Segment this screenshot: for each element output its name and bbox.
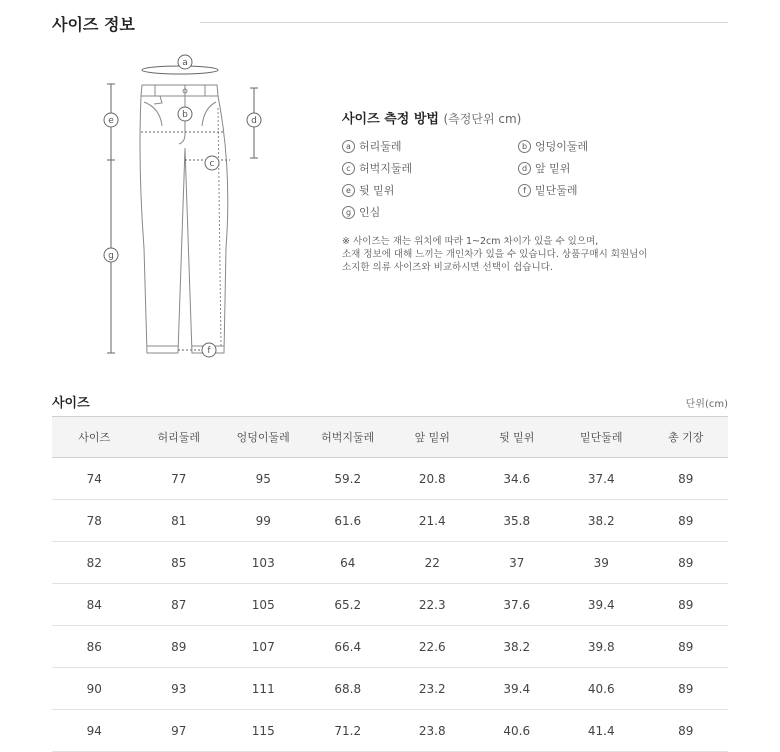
table-cell: 22.3 <box>390 584 475 626</box>
table-cell: 89 <box>137 626 222 668</box>
column-header: 뒷 밑위 <box>475 417 560 458</box>
table-cell: 35.8 <box>475 500 560 542</box>
measure-legend <box>342 138 682 220</box>
table-cell: 94 <box>52 710 137 752</box>
label-b: b <box>182 110 188 120</box>
column-header: 총 기장 <box>644 417 729 458</box>
table-cell: 89 <box>644 584 729 626</box>
table-cell: 22.6 <box>390 626 475 668</box>
measure-title <box>342 108 682 127</box>
table-row <box>52 458 728 500</box>
measure-label: 인심 <box>359 206 381 219</box>
table-cell: 115 <box>221 710 306 752</box>
measure-badge: c <box>342 162 355 175</box>
column-header: 허리둘레 <box>137 417 222 458</box>
table-cell: 89 <box>644 458 729 500</box>
measurement-guide <box>342 108 682 274</box>
column-header: 허벅지둘레 <box>306 417 391 458</box>
table-cell: 37.6 <box>475 584 560 626</box>
table-cell: 39.4 <box>559 584 644 626</box>
column-header: 엉덩이둘레 <box>221 417 306 458</box>
measure-item-g <box>342 204 518 220</box>
size-table-title: 사이즈 <box>52 396 90 411</box>
section-header <box>52 12 728 34</box>
table-cell: 87 <box>137 584 222 626</box>
table-cell: 65.2 <box>306 584 391 626</box>
table-cell: 107 <box>221 626 306 668</box>
label-c: c <box>209 159 215 169</box>
table-cell: 64 <box>306 542 391 584</box>
column-header: 앞 밑위 <box>390 417 475 458</box>
table-cell: 40.6 <box>559 668 644 710</box>
table-cell: 37.4 <box>559 458 644 500</box>
table-cell: 77 <box>137 458 222 500</box>
measure-label: 허벅지둘레 <box>359 162 413 175</box>
table-cell: 82 <box>52 542 137 584</box>
table-cell: 103 <box>221 542 306 584</box>
measure-label: 엉덩이둘레 <box>535 140 589 153</box>
measure-badge: b <box>518 140 531 153</box>
measure-item-c <box>342 160 518 176</box>
table-cell: 89 <box>644 710 729 752</box>
measure-badge: a <box>342 140 355 153</box>
page-title: 사이즈 정보 <box>52 15 135 34</box>
table-cell: 41.4 <box>559 710 644 752</box>
table-cell: 86 <box>52 626 137 668</box>
table-row <box>52 710 728 752</box>
measure-unit: (측정단위 cm) <box>443 112 522 126</box>
table-cell: 105 <box>221 584 306 626</box>
table-cell: 84 <box>52 584 137 626</box>
table-cell: 38.2 <box>475 626 560 668</box>
table-cell: 90 <box>52 668 137 710</box>
table-cell: 81 <box>137 500 222 542</box>
table-cell: 20.8 <box>390 458 475 500</box>
table-cell: 71.2 <box>306 710 391 752</box>
measure-label: 앞 밑위 <box>535 162 571 175</box>
measure-title-text: 사이즈 측정 방법 <box>342 112 439 127</box>
label-e: e <box>108 116 114 126</box>
measure-badge: g <box>342 206 355 219</box>
table-cell: 66.4 <box>306 626 391 668</box>
label-g: g <box>108 251 114 261</box>
measure-label: 뒷 밑위 <box>359 184 395 197</box>
table-header-row <box>52 417 728 458</box>
table-cell: 39 <box>559 542 644 584</box>
table-cell: 99 <box>221 500 306 542</box>
label-a: a <box>182 58 188 68</box>
pants-illustration <box>100 48 270 363</box>
table-cell: 34.6 <box>475 458 560 500</box>
column-header: 사이즈 <box>52 417 137 458</box>
size-table-header <box>52 392 728 410</box>
table-cell: 89 <box>644 668 729 710</box>
measure-label: 허리둘레 <box>359 140 402 153</box>
table-row <box>52 626 728 668</box>
title-divider <box>200 22 728 23</box>
table-cell: 61.6 <box>306 500 391 542</box>
table-cell: 111 <box>221 668 306 710</box>
measure-item-a <box>342 138 518 154</box>
table-cell: 74 <box>52 458 137 500</box>
label-f: f <box>207 346 211 356</box>
table-cell: 39.4 <box>475 668 560 710</box>
size-note: ※ 사이즈는 재는 위치에 따라 1~2cm 차이가 있을 수 있으며, 소재 정보에 대해 느끼는 개인차가 있을 수 있습니다. 상품구매시 회원님이 소지한 의류 사이즈와 비교하시면 선택이 쉽습니다. <box>342 236 648 273</box>
size-table-unit: 단위(cm) <box>685 399 728 410</box>
measure-badge: e <box>342 184 355 197</box>
measure-label: 밑단둘레 <box>535 184 578 197</box>
table-row <box>52 668 728 710</box>
label-d: d <box>251 116 257 126</box>
table-cell: 38.2 <box>559 500 644 542</box>
pants-diagram <box>100 48 270 363</box>
table-body <box>52 458 728 752</box>
table-cell: 22 <box>390 542 475 584</box>
table-cell: 97 <box>137 710 222 752</box>
table-cell: 23.2 <box>390 668 475 710</box>
table-cell: 89 <box>644 626 729 668</box>
table-cell: 93 <box>137 668 222 710</box>
table-cell: 39.8 <box>559 626 644 668</box>
table-cell: 95 <box>221 458 306 500</box>
measure-badge: d <box>518 162 531 175</box>
table-cell: 37 <box>475 542 560 584</box>
table-row <box>52 542 728 584</box>
column-header: 밑단둘레 <box>559 417 644 458</box>
table-cell: 78 <box>52 500 137 542</box>
measure-item-e <box>342 182 518 198</box>
size-table <box>52 416 728 752</box>
table-row <box>52 584 728 626</box>
table-cell: 40.6 <box>475 710 560 752</box>
table-cell: 89 <box>644 500 729 542</box>
table-cell: 85 <box>137 542 222 584</box>
table-row <box>52 500 728 542</box>
measure-item-f <box>518 182 678 198</box>
measure-badge: f <box>518 184 531 197</box>
table-cell: 68.8 <box>306 668 391 710</box>
table-cell: 23.8 <box>390 710 475 752</box>
table-cell: 59.2 <box>306 458 391 500</box>
measure-item-d <box>518 160 678 176</box>
table-cell: 89 <box>644 542 729 584</box>
table-cell: 21.4 <box>390 500 475 542</box>
measure-item-b <box>518 138 678 154</box>
